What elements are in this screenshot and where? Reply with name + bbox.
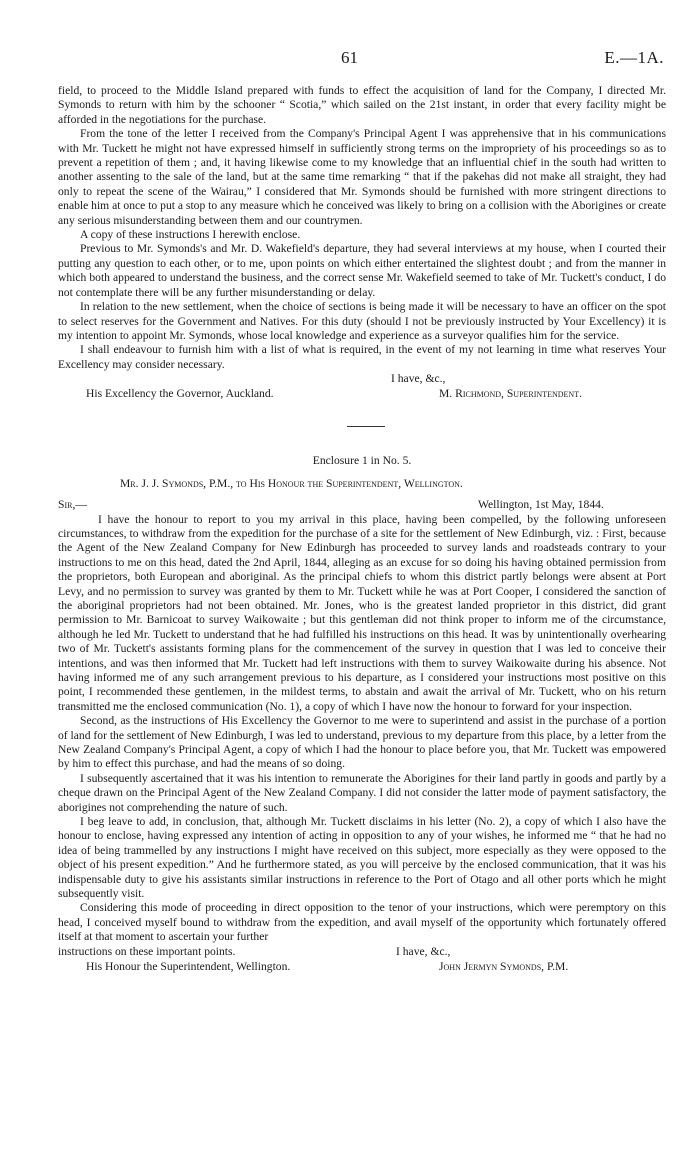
paragraph: field, to proceed to the Middle Island prepared with funds to effect the acquisition of land for the Company, I directed Mr. Symonds to return with him by the schooner “ Scotia,” which sailed on the 21st instant, in order that every facility might be afforded in the negotiations for the purchase. [58, 84, 666, 126]
letter-closing [58, 372, 666, 386]
from-to-text: Mr. J. J. Symonds, P.M., to His Honour the Superintendent, Wellington. [120, 476, 463, 490]
paragraph: A copy of these instructions I herewith enclose. [80, 228, 301, 242]
page-header [58, 44, 666, 84]
paragraph: From the tone of the letter I received from the Company's Principal Agent I was apprehensive that in his communications with Mr. Tuckett he might not have expressed himself in sufficiently strong terms on the impropriety of his proceedings so as to prevent a repetition of them ; and, it having likewise come to my knowledge that an influential chief in the south had written to another assenting to the sale of the land, but at the same time remarking “ that if the pakehas did not make all straight, they had only to repeat the scene of the Wairau,” I considered that Mr. Symonds should be furnished with more stringent directions to enable him at once to put a stop to any measure which he conceived was likely to bring on a collision with the Aborigines or create any serious misunderstanding between them and our countrymen. [58, 127, 666, 227]
paragraph: In relation to the new settlement, when the choice of sections is being made it will be necessary to have an officer on the spot to select reserves for the Government and Natives. For this duty (should I not be previously instructed by Your Excellency) it is my intention to appoint Mr. Symonds, whose local knowledge and experience as a surveyor qualifies him for the service. [58, 300, 666, 342]
document-reference: E.—1A. [604, 48, 664, 67]
enclosure-heading: Enclosure 1 in No. 5. [312, 453, 412, 467]
section-divider [347, 426, 385, 427]
paragraph: Second, as the instructions of His Excellency the Governor to me were to superintend and assist in the purchase of a portion of land for the settlement of New Edinburgh, I was led to understand, previous to my departure from this place, by a letter from the New Zealand Company's Principal Agent, a copy of which I had the honour to place before you, that Mr. Tuckett was empowered by him to effect this purchase, and had the means of so doing. [58, 714, 666, 771]
address-signature-line [58, 960, 666, 975]
salutation-line [58, 498, 666, 513]
page-number: 61 [341, 48, 358, 67]
paragraph: I beg leave to add, in conclusion, that, although Mr. Tuckett disclaims in his letter (No. 2), a copy of which I also have the honour to enclose, having expressed any intention of acting in opposition to any of your wishes, he informed me “ that he had no idea of being trammelled by any instructions I might have received on this subject, more especially as they were opposed to the object of his present expedition.” And he furthermore stated, as you will perceive by the enclosed communication, that it was his indispensable duty to give his assistants similar instructions in reference to the Port of Otago and all other ports which he might subsequently visit. [58, 815, 666, 901]
closing-phrase: I have, &c., [391, 372, 446, 386]
address-signature-line [58, 387, 666, 402]
date-line: Wellington, 1st May, 1844. [478, 497, 604, 511]
paragraph: I have the honour to report to you my arrival in this place, having been compelled, by the following unforeseen circumstances, to withdraw from the expedition for the purchase of a site for the settlement of New Edinburgh, viz. : First, because the Agent of the New Zealand Company for New Edinburgh has proceeded to survey lands and roadsteads contrary to your instructions to me on this head, dated the 2nd April, 1844, alleging as an excuse for so doing his having obtained permission from the proprietors, both European and aboriginal. As the principal chiefs to whom this district partly belongs were absent at Port Levy, and no permission to survey was granted by them to Mr. Tuckett while he was at Port Cooper, I considered the sanction of the aboriginal proprietors had not been obtained. Mr. Jones, who is the greatest landed proprietor in this district, did grant permission to Mr. Barnicoat to survey Waikowaite ; but this gentleman did not think proper to inform me of the circumstance, although he led Mr. Tuckett to understand that he had fulfilled his instructions on this head. It was by unintentionally overhearing two of Mr. Tuckett's assistants forming plans for the commencement of the survey in question that I was led to conceive their intentions, and was then informed that Mr. Tuckett had left instructions with them to survey Waikowaite during his absence. Not having informed me of any such arrangement previous to his departure, as I considered your instructions most positive on this point, I recommended these gentlemen, in the mildest terms, to abstain and await the arrival of Mr. Tuckett, who on his return transmitted me the enclosed communication (No. 1), a copy of which I have now the honour to forward for your inspection. [58, 512, 666, 713]
salutation: Sir,— [58, 497, 87, 511]
paragraph: Considering this mode of proceeding in direct opposition to the tenor of your instructions, which were peremptory on this head, I conceived myself bound to withdraw from the expedition, and avail myself of the opportunity which fortunately offered itself at that moment to ascertain your further [58, 901, 666, 944]
paragraph: I subsequently ascertained that it was his intention to remunerate the Aborigines for their land partly in goods and partly by a cheque drawn on the Principal Agent of the New Zealand Company. I did not consider the latter mode of payment satisfactory, the aborigines not comprehending the nature of such. [58, 771, 666, 814]
addressee: His Excellency the Governor, Auckland. [86, 386, 274, 400]
paragraph: I shall endeavour to furnish him with a list of what is required, in the event of my not learning in time what reserves Your Excellency may consider necessary. [58, 343, 666, 371]
final-line [58, 945, 666, 960]
signature: M. Richmond, Superintendent. [439, 386, 582, 400]
letter-body [58, 84, 666, 975]
paragraph: Previous to Mr. Symonds's and Mr. D. Wakefield's departure, they had several interviews at my house, when I courted their putting any question to each other, or to me, upon points on which either entertained the slightest doubt ; and from the manner in which both appeared to understand the business, and the correct sense Mr. Wakefield seemed to take of Mr. Tuckett's conduct, I do not contemplate there will be any further misunderstanding or delay. [58, 242, 666, 299]
signature: John Jermyn Symonds, P.M. [439, 959, 569, 973]
closing-phrase: I have, &c., [396, 944, 451, 958]
final-line-text: instructions on these important points. [58, 944, 236, 958]
enclosure-from-to [58, 477, 666, 492]
addressee: His Honour the Superintendent, Wellington. [86, 959, 291, 973]
